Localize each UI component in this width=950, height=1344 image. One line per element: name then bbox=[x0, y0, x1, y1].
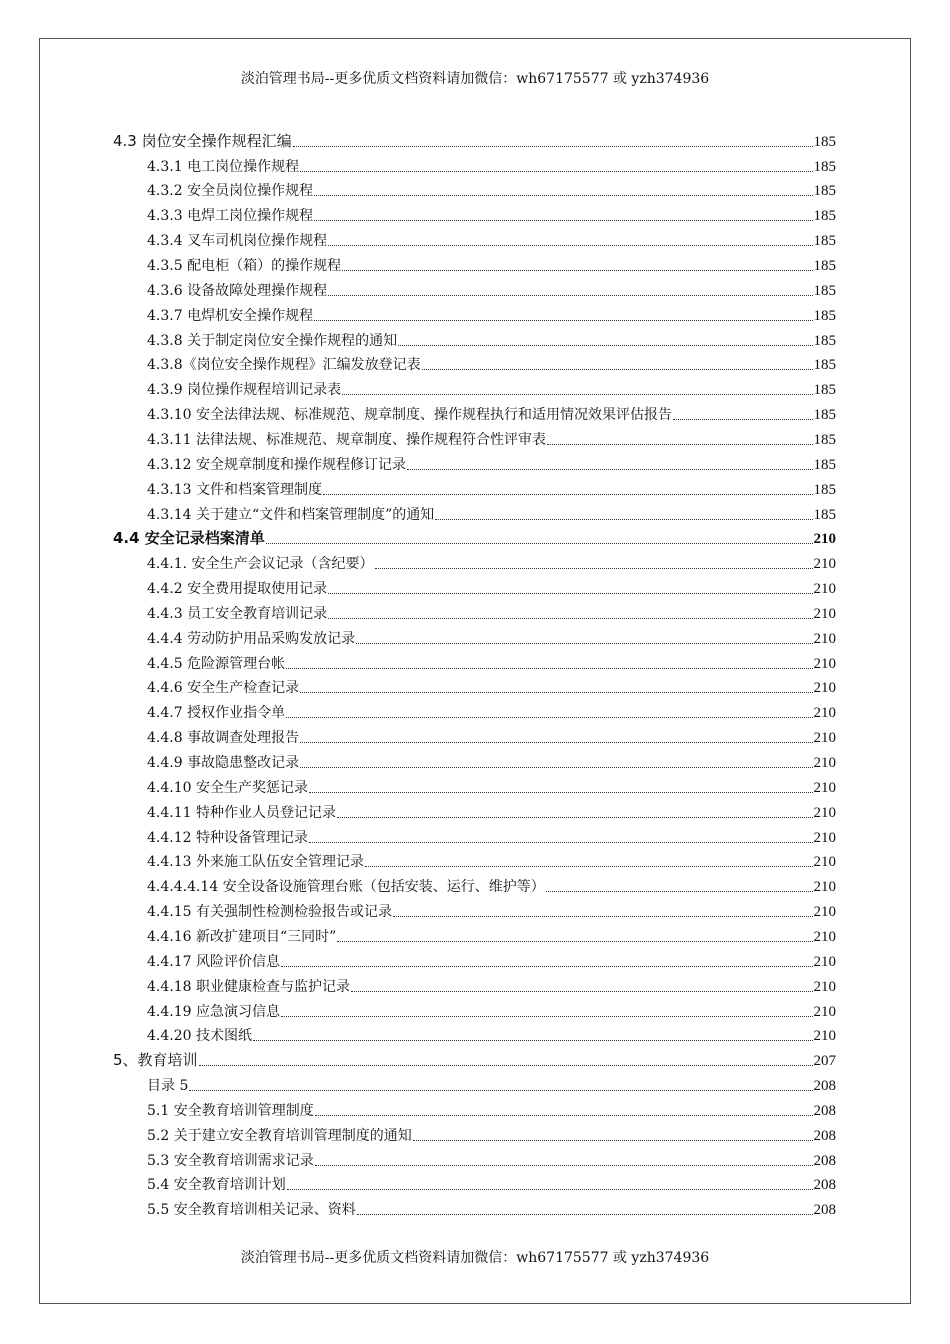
toc-leader-dots bbox=[314, 195, 812, 196]
toc-entry-title: 5.1 安全教育培训管理制度 bbox=[147, 1102, 314, 1119]
toc-entry-title: 4.4 安全记录档案清单 bbox=[113, 529, 265, 548]
toc-entry-title: 4.3.4 叉车司机岗位操作规程 bbox=[147, 233, 328, 250]
toc-entry-title: 4.4.9 事故隐患整改记录 bbox=[147, 755, 300, 772]
toc-entry-title: 5.4 安全教育培训计划 bbox=[147, 1177, 286, 1194]
toc-entry-page: 185 bbox=[813, 407, 836, 424]
toc-entry[interactable] bbox=[147, 225, 836, 250]
toc-entry[interactable] bbox=[147, 698, 836, 723]
toc-entry-page: 210 bbox=[813, 755, 836, 772]
toc-entry-page: 210 bbox=[813, 655, 836, 672]
toc-entry-page: 207 bbox=[813, 1053, 836, 1070]
toc-entry-title: 4.4.1. 安全生产会议记录（含纪要） bbox=[147, 556, 374, 573]
toc-entry-title: 5.5 安全教育培训相关记录、资料 bbox=[147, 1202, 356, 1219]
toc-entry-title: 4.3.5 配电柜（箱）的操作规程 bbox=[147, 258, 342, 275]
toc-entry[interactable] bbox=[147, 648, 836, 673]
toc-entry[interactable] bbox=[147, 548, 836, 573]
toc-leader-dots bbox=[351, 991, 813, 992]
toc-entry[interactable] bbox=[147, 971, 836, 996]
toc-entry-page: 185 bbox=[813, 431, 836, 448]
toc-entry-title: 4.4.20 技术图纸 bbox=[147, 1028, 252, 1045]
toc-entry-page: 185 bbox=[813, 382, 836, 399]
toc-leader-dots bbox=[300, 692, 812, 693]
toc-entry[interactable] bbox=[147, 1120, 836, 1145]
toc-entry-page: 185 bbox=[813, 233, 836, 250]
toc-entry-title: 4.4.8 事故调查处理报告 bbox=[147, 730, 300, 747]
toc-entry[interactable] bbox=[147, 1070, 836, 1095]
toc-leader-dots bbox=[342, 394, 812, 395]
toc-entry-page: 185 bbox=[813, 133, 836, 150]
toc-leader-dots bbox=[253, 1040, 813, 1041]
toc-entry[interactable] bbox=[147, 250, 836, 275]
toc-entry-title: 4.4.4 劳动防护用品采购发放记录 bbox=[147, 630, 356, 647]
toc-entry-title: 4.3.8《岗位安全操作规程》汇编发放登记表 bbox=[147, 357, 421, 374]
toc-entry[interactable] bbox=[147, 747, 836, 772]
toc-leader-dots bbox=[342, 270, 812, 271]
toc-entry[interactable] bbox=[147, 1145, 836, 1170]
toc-leader-dots bbox=[365, 866, 813, 867]
toc-leader-dots bbox=[422, 369, 813, 370]
toc-entry-title: 5.3 安全教育培训需求记录 bbox=[147, 1152, 314, 1169]
toc-entry-title: 4.4.2 安全费用提取使用记录 bbox=[147, 581, 328, 598]
toc-entry-page: 210 bbox=[813, 978, 836, 995]
toc-leader-dots bbox=[328, 295, 812, 296]
toc-entry-title: 4.4.15 有关强制性检测检验报告或记录 bbox=[147, 904, 392, 921]
toc-entry[interactable] bbox=[147, 1021, 836, 1046]
toc-entry-page: 208 bbox=[813, 1102, 836, 1119]
toc-leader-dots bbox=[293, 146, 813, 147]
toc-entry[interactable] bbox=[147, 946, 836, 971]
toc-leader-dots bbox=[300, 171, 812, 172]
toc-entry[interactable] bbox=[147, 797, 836, 822]
toc-entry[interactable] bbox=[147, 201, 836, 226]
toc-entry-page: 210 bbox=[813, 953, 836, 970]
toc-entry[interactable] bbox=[147, 1170, 836, 1195]
toc-leader-dots bbox=[287, 1189, 813, 1190]
toc-leader-dots bbox=[356, 643, 812, 644]
toc-entry-title: 4.3.3 电焊工岗位操作规程 bbox=[147, 208, 314, 225]
toc-entry[interactable] bbox=[147, 350, 836, 375]
toc-leader-dots bbox=[547, 444, 813, 445]
toc-entry-title: 4.3.10 安全法律法规、标准规范、规章制度、操作规程执行和适用情况效果评估报告 bbox=[147, 407, 672, 424]
toc-entry-page: 185 bbox=[813, 158, 836, 175]
toc-entry-title: 4.3.13 文件和档案管理制度 bbox=[147, 481, 322, 498]
toc-entry-page: 208 bbox=[813, 1177, 836, 1194]
toc-leader-dots bbox=[323, 494, 813, 495]
toc-entry-page: 210 bbox=[813, 680, 836, 697]
page-footer: 淡泊管理书局--更多优质文档资料请加微信：wh67175577 或 yzh374936 bbox=[240, 1250, 710, 1266]
toc-entry[interactable] bbox=[147, 673, 836, 698]
toc-entry-page: 210 bbox=[813, 879, 836, 896]
toc-leader-dots bbox=[266, 543, 813, 544]
toc-entry-page: 210 bbox=[813, 779, 836, 796]
toc-entry[interactable] bbox=[147, 449, 836, 474]
toc-leader-dots bbox=[315, 1165, 813, 1166]
toc-entry[interactable] bbox=[147, 996, 836, 1021]
toc-entry-title: 4.3.14 关于建立“文件和档案管理制度”的通知 bbox=[147, 506, 435, 523]
toc-entry[interactable] bbox=[147, 375, 836, 400]
toc-entry-title: 目录 5 bbox=[147, 1078, 189, 1095]
toc-leader-dots bbox=[398, 345, 812, 346]
toc-entry[interactable] bbox=[147, 1095, 836, 1120]
toc-entry-title: 4.4.4.4.14 安全设备设施管理台账（包括安装、运行、维护等） bbox=[147, 879, 545, 896]
toc-leader-dots bbox=[328, 593, 812, 594]
toc-leader-dots bbox=[337, 817, 813, 818]
toc-entry-page: 210 bbox=[813, 730, 836, 747]
toc-entry-title: 4.3.7 电焊机安全操作规程 bbox=[147, 307, 314, 324]
toc-leader-dots bbox=[300, 742, 812, 743]
toc-entry-page: 210 bbox=[813, 581, 836, 598]
toc-entry-page: 208 bbox=[813, 1202, 836, 1219]
toc-entry-title: 4.3.9 岗位操作规程培训记录表 bbox=[147, 382, 342, 399]
toc-entry-title: 4.4.13 外来施工队伍安全管理记录 bbox=[147, 854, 364, 871]
toc-entry-title: 4.4.17 风险评价信息 bbox=[147, 953, 280, 970]
toc-leader-dots bbox=[393, 916, 813, 917]
toc-entry-title: 4.3.1 电工岗位操作规程 bbox=[147, 158, 300, 175]
toc-entry-page: 210 bbox=[813, 829, 836, 846]
toc-entry[interactable] bbox=[113, 524, 836, 549]
toc-entry-page: 185 bbox=[813, 506, 836, 523]
toc-entry-title: 4.4.5 危险源管理台帐 bbox=[147, 655, 286, 672]
toc-leader-dots bbox=[315, 1115, 813, 1116]
toc-entry-page: 210 bbox=[813, 1003, 836, 1020]
toc-entry-title: 4.4.12 特种设备管理记录 bbox=[147, 829, 308, 846]
toc-entry-page: 185 bbox=[813, 456, 836, 473]
toc-entry[interactable] bbox=[147, 822, 836, 847]
toc-entry[interactable] bbox=[147, 872, 836, 897]
toc-entry[interactable] bbox=[147, 275, 836, 300]
toc-entry-page: 185 bbox=[813, 208, 836, 225]
toc-entry-page: 208 bbox=[813, 1127, 836, 1144]
toc-leader-dots bbox=[407, 469, 813, 470]
toc-entry-title: 4.4.18 职业健康检查与监护记录 bbox=[147, 978, 350, 995]
toc-entry[interactable] bbox=[147, 722, 836, 747]
toc-entry[interactable] bbox=[147, 176, 836, 201]
toc-entry[interactable] bbox=[147, 921, 836, 946]
toc-entry-title: 4.4.7 授权作业指令单 bbox=[147, 705, 286, 722]
toc-entry-page: 210 bbox=[813, 904, 836, 921]
toc-entry-title: 4.3.11 法律法规、标准规范、规章制度、操作规程符合性评审表 bbox=[147, 431, 546, 448]
toc-entry-title: 5.2 关于建立安全教育培训管理制度的通知 bbox=[147, 1127, 412, 1144]
toc-entry-page: 210 bbox=[813, 854, 836, 871]
toc-leader-dots bbox=[189, 1090, 812, 1091]
toc-entry-page: 185 bbox=[813, 258, 836, 275]
toc-leader-dots bbox=[309, 842, 813, 843]
toc-leader-dots bbox=[435, 519, 812, 520]
toc-entry-title: 4.4.11 特种作业人员登记记录 bbox=[147, 804, 336, 821]
toc-entry-title: 4.3 岗位安全操作规程汇编 bbox=[113, 131, 292, 150]
toc-leader-dots bbox=[199, 1065, 813, 1066]
toc-entry[interactable] bbox=[113, 126, 836, 151]
toc-leader-dots bbox=[337, 941, 812, 942]
toc-entry-page: 210 bbox=[813, 804, 836, 821]
toc-entry[interactable] bbox=[147, 772, 836, 797]
toc-leader-dots bbox=[309, 792, 813, 793]
toc-entry-page: 210 bbox=[813, 605, 836, 622]
toc-entry[interactable] bbox=[147, 573, 836, 598]
toc-entry[interactable] bbox=[147, 847, 836, 872]
toc-leader-dots bbox=[546, 891, 813, 892]
toc-entry-title: 4.4.6 安全生产检查记录 bbox=[147, 680, 300, 697]
toc-leader-dots bbox=[286, 668, 812, 669]
toc-leader-dots bbox=[286, 717, 812, 718]
toc-leader-dots bbox=[328, 618, 812, 619]
toc-entry-page: 185 bbox=[813, 282, 836, 299]
toc-entry[interactable] bbox=[147, 623, 836, 648]
toc-entry[interactable] bbox=[147, 499, 836, 524]
toc-leader-dots bbox=[673, 419, 813, 420]
toc-entry-title: 4.3.6 设备故障处理操作规程 bbox=[147, 282, 328, 299]
toc-leader-dots bbox=[300, 767, 812, 768]
toc-leader-dots bbox=[413, 1140, 813, 1141]
toc-entry[interactable] bbox=[147, 424, 836, 449]
toc-entry[interactable] bbox=[147, 399, 836, 424]
toc-entry[interactable] bbox=[147, 300, 836, 325]
toc-entry-title: 4.4.10 安全生产奖惩记录 bbox=[147, 779, 308, 796]
toc-entry[interactable] bbox=[147, 325, 836, 350]
toc-leader-dots bbox=[314, 320, 812, 321]
toc-leader-dots bbox=[281, 966, 813, 967]
page-header: 淡泊管理书局--更多优质文档资料请加微信：wh67175577 或 yzh374936 bbox=[240, 71, 710, 87]
toc-entry-page: 208 bbox=[813, 1152, 836, 1169]
toc-leader-dots bbox=[357, 1214, 813, 1215]
toc-entry-title: 4.4.19 应急演习信息 bbox=[147, 1003, 280, 1020]
toc-entry[interactable] bbox=[147, 151, 836, 176]
toc-entry-title: 4.3.8 关于制定岗位安全操作规程的通知 bbox=[147, 332, 398, 349]
toc-entry-title: 4.3.12 安全规章制度和操作规程修订记录 bbox=[147, 456, 406, 473]
toc-leader-dots bbox=[281, 1016, 813, 1017]
toc-leader-dots bbox=[375, 568, 813, 569]
toc-entry[interactable] bbox=[147, 598, 836, 623]
toc-entry-page: 185 bbox=[813, 307, 836, 324]
toc-entry-page: 185 bbox=[813, 357, 836, 374]
toc-entry-page: 185 bbox=[813, 332, 836, 349]
toc-entry-title: 4.4.3 员工安全教育培训记录 bbox=[147, 605, 328, 622]
toc-entry-page: 185 bbox=[813, 183, 836, 200]
toc-entry-title: 4.3.2 安全员岗位操作规程 bbox=[147, 183, 314, 200]
toc-entry-page: 185 bbox=[813, 481, 836, 498]
toc-entry-page: 210 bbox=[813, 928, 836, 945]
toc-entry-page: 210 bbox=[813, 1028, 836, 1045]
toc-entry-page: 210 bbox=[813, 531, 836, 548]
toc-entry[interactable] bbox=[147, 1195, 836, 1220]
toc-entry-page: 210 bbox=[813, 556, 836, 573]
toc-leader-dots bbox=[314, 220, 812, 221]
toc-entry-page: 210 bbox=[813, 705, 836, 722]
toc-entry-title: 5、教育培训 bbox=[113, 1051, 198, 1070]
toc-entry-title: 4.4.16 新改扩建项目“三同时” bbox=[147, 928, 337, 945]
toc-entry[interactable] bbox=[147, 474, 836, 499]
toc-leader-dots bbox=[328, 245, 812, 246]
toc-entry-page: 208 bbox=[813, 1078, 836, 1095]
toc-entry[interactable] bbox=[113, 1045, 836, 1070]
toc-entry[interactable] bbox=[147, 896, 836, 921]
toc-entry-page: 210 bbox=[813, 630, 836, 647]
